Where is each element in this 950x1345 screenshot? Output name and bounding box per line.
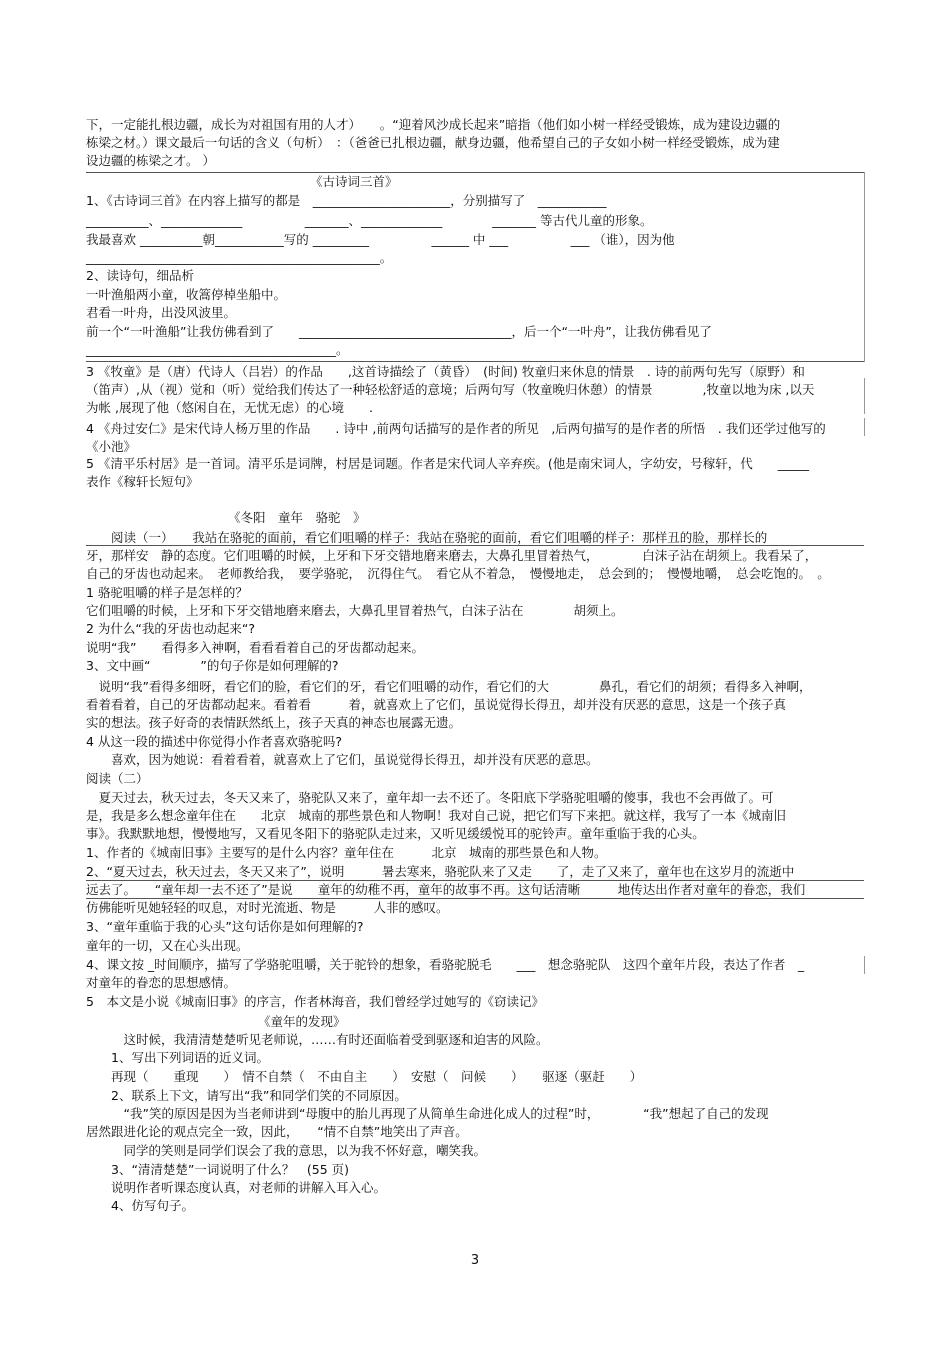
text-line: 仿佛能听见她轻轻的叹息，对时光流逝、物是 人非的感叹。 [86,900,449,915]
text-line: 同学的笑则是同学们误会了我的意思，以为我不怀好意，嘲笑我。 [86,1143,487,1158]
page-number: 3 [470,1253,480,1268]
box-right-rule [864,956,865,974]
text-line: 这时候，我清清楚楚听见老师说，……有时还面临着受到驱逐和迫害的风险。 [86,1032,549,1047]
text-line: 童年的一切，又在心头出现。 [86,938,249,953]
text-line: _______________________________________________。 [86,250,393,265]
underline-rule [86,880,864,881]
text-line: 实的想法。孩子好奇的表情跃然纸上，孩子天真的神态也展露无遗。 [86,715,462,730]
text-line: 居然跟进化论的观点完全一致，因此， “情不自禁”地笑出了声音。 [86,1124,468,1139]
text-line: 下，一定能扎根边疆，成长为对祖国有用的人才） 。“迎着风沙成长起来”暗指（他们如小树一样经受锻炼，成为建设边疆的 [86,117,781,132]
box-right-rule [864,418,865,436]
text-line: 3、“童年重临于我的心头”这句话你是如何理解的? [86,919,364,934]
text-line: （笛声）,从（视）觉和（听）觉给我们传达了一种轻松舒适的意境；后两句写（牧童晚归休憩）的情景 ,牧童以地为床 ,以天 [86,382,815,397]
section-title: 《童年的发现》 [258,1014,346,1029]
text-line: 阅读（二） [86,771,149,786]
box-right-rule [864,378,865,414]
text-line: 2、“夏天过去，秋天过去，冬天又来了”，说明 暑去寒来，骆驼队来了又走 了，走了又来了，童年也在这岁月的流逝中 [86,864,795,879]
text-line: 1、写出下列词语的近义词。 [86,1050,269,1065]
text-line: __________、_____________ _______、_____________ _______ 等古代儿童的形象。 [86,213,653,228]
text-line: 5 《清平乐村居》是一首词。清平乐是词牌，村居是词题。作者是宋代词人辛弃疾。(他是南宋词人，字幼安，号稼轩，代 _____ [86,456,810,471]
underline-rule [86,545,864,546]
text-line: 2、读诗句，细品析 [86,268,194,283]
section-title: 《冬阳 童年 骆驼 》 [228,510,366,525]
text-line: 事》。我默默地想，慢慢地写，又看见冬阳下的骆驼队走过来，又听见缓缓悦耳的驼铃声。童年重临于我的心头。 [86,826,705,841]
text-line: 它们咀嚼的时候，上牙和下牙交错地磨来磨去，大鼻孔里冒着热气，白沫子沾在 胡须上。 [86,603,624,618]
text-line: 看着看着，自己的牙齿都动起来。看着看 着，就喜欢上了它们，虽说觉得长得丑，却并没有厌恶的意思，这是一个孩子真 [86,697,787,712]
text-line: ________________________________________。 [86,342,349,357]
text-line: 阅读（一） 我站在骆驼的面前，看它们咀嚼的样子：我站在骆驼的面前，看它们咀嚼的样子：那样丑的脸，那样长的 [86,530,768,545]
text-line: 为帐 ,展现了他（悠闲自在，无忧无虑）的心境 . [86,400,373,415]
text-line: 一叶渔船两小童，收篙停棹坐船中。 [86,287,287,302]
text-line: 2、联系上下文，请写出“我”和同学们笑的不同原因。 [86,1088,407,1103]
text-line: 自己的牙齿也动起来。 老师教给我， 要学骆驼， 沉得住气。 看它从不着急， 慢慢地走， 总会到的； 慢慢地嚼， 总会吃饱的。 。 [86,566,830,581]
box-bottom-rule [86,361,864,362]
text-line: 1 骆驼咀嚼的样子是怎样的？ [86,585,248,600]
text-line: 是，我是多么想念童年住在 北京 城南的那些景色和人物啊！我对自己说，把它们写下来把。就这样，我写了一本《城南旧 [86,808,787,823]
underline-rule [86,898,864,899]
text-line: 2 为什么“我的牙齿也动起来“? [86,621,256,636]
text-line: 4 从这一段的描述中你觉得小作者喜欢骆驼吗? [86,734,343,749]
text-line: 喜欢，因为她说：看着看着，就喜欢上了它们，虽说觉得长得丑，却并没有厌恶的意思。 [86,752,599,767]
text-line: 对童年的眷恋的思想感情。 [86,975,237,990]
box-right-rule [864,172,865,362]
text-line: “我”笑的原因是因为当老师讲到“母腹中的胎儿再现了从简单生命进化成人的过程”时， “我”想起了自己的发现 [86,1106,769,1121]
text-line: 夏天过去，秋天过去，冬天又来了，骆驼队又来了，童年却一去不还了。冬阳底下学骆驼咀嚼的傻事，我也不会再做了。可 [86,790,774,805]
text-line: 《小池》 [86,439,137,454]
text-line: 4 《舟过安仁》是宋代诗人杨万里的作品 . 诗中 ,前两句话描写的是作者的所见 ,后两句描写的是作者的所悟 . 我们还学过他写的 [86,421,826,436]
text-line: 说明“我”看得多细呀，看它们的脸，看它们的牙，看它们咀嚼的动作，看它们的大 鼻孔，看它们的胡须；看得多入神啊， [86,679,812,694]
text-line: 栋梁之材。）课文最后一句话的含义（句析） ：（爸爸已扎根边疆，献身边疆，他希望自己的子女如小树一样经受锻炼，成为建 [86,135,780,150]
text-line: 4、课文按 _时间顺序，描写了学骆驼咀嚼，关于驼铃的想象，看骆驼脱毛 ___ 想念骆驼队 这四个童年片段，表达了作者 _ [86,957,805,972]
text-line: 君看一叶舟，出没风波里。 [86,305,237,320]
text-line: 说明作者听课态度认真，对老师的讲解入耳入心。 [86,1180,387,1195]
text-line: 3 《牧童》是（唐）代诗人（吕岩）的作品 ,这首诗描绘了（黄昏） (时间) 牧童归来休息的情景 . 诗的前两句先写（原野）和 [86,364,805,379]
text-line: 1、作者的《城南旧事》主要写的是什么内容？童年住在 北京 城南的那些景色和人物。 [86,845,607,860]
text-line: 3、“清清楚楚”一词说明了什么？ (55 页) [86,1162,350,1177]
text-line: 说明“我” 看得多入神啊，看看看着自己的牙齿都动起来。 [86,640,424,655]
text-line: 牙，那样安 静的态度。它们咀嚼的时候，上牙和下牙交错地磨来磨去，大鼻孔里冒着热气， 白沫子沾在胡须上。我看呆了， [86,548,818,563]
text-line: 我最喜欢 __________朝___________写的 _________ ______ 中 ___ ___ （谁），因为他 [86,232,675,247]
text-line: 5 本文是小说《城南旧事》的序言，作者林海音，我们曾经学过她写的《窃读记》 [86,994,544,1009]
text-line: 远去了。 “童年却一去不还了”是说 童年的幼稚不再，童年的故事不再。这句话清晰 地传达出作者对童年的眷恋，我们 [86,882,806,897]
text-line: 设边疆的栋梁之才。 ） [86,153,215,168]
text-line: 3、文中画“ ”的句子你是如何理解的? [86,658,339,673]
section-title: 《古诗词三首》 [310,174,398,189]
text-line: 4、仿写句子。 [86,1198,194,1213]
text-line: 再现（ 重现 ） 情不自禁（ 不由自主 ） 安慰（ 问候 ） 驱逐（驱赶 ） [86,1069,643,1084]
text-line: 1、《古诗词三首》在内容上描写的都是 ______________________，分别描写了 ___________ [86,193,607,208]
box-top-rule [86,172,864,173]
text-line: 前一个“一叶渔船”让我仿佛看到了 __________________________________，后一个“一叶舟”，让我仿佛看见了 [86,324,712,339]
text-line: 表作《稼轩长短句》 [86,474,199,489]
